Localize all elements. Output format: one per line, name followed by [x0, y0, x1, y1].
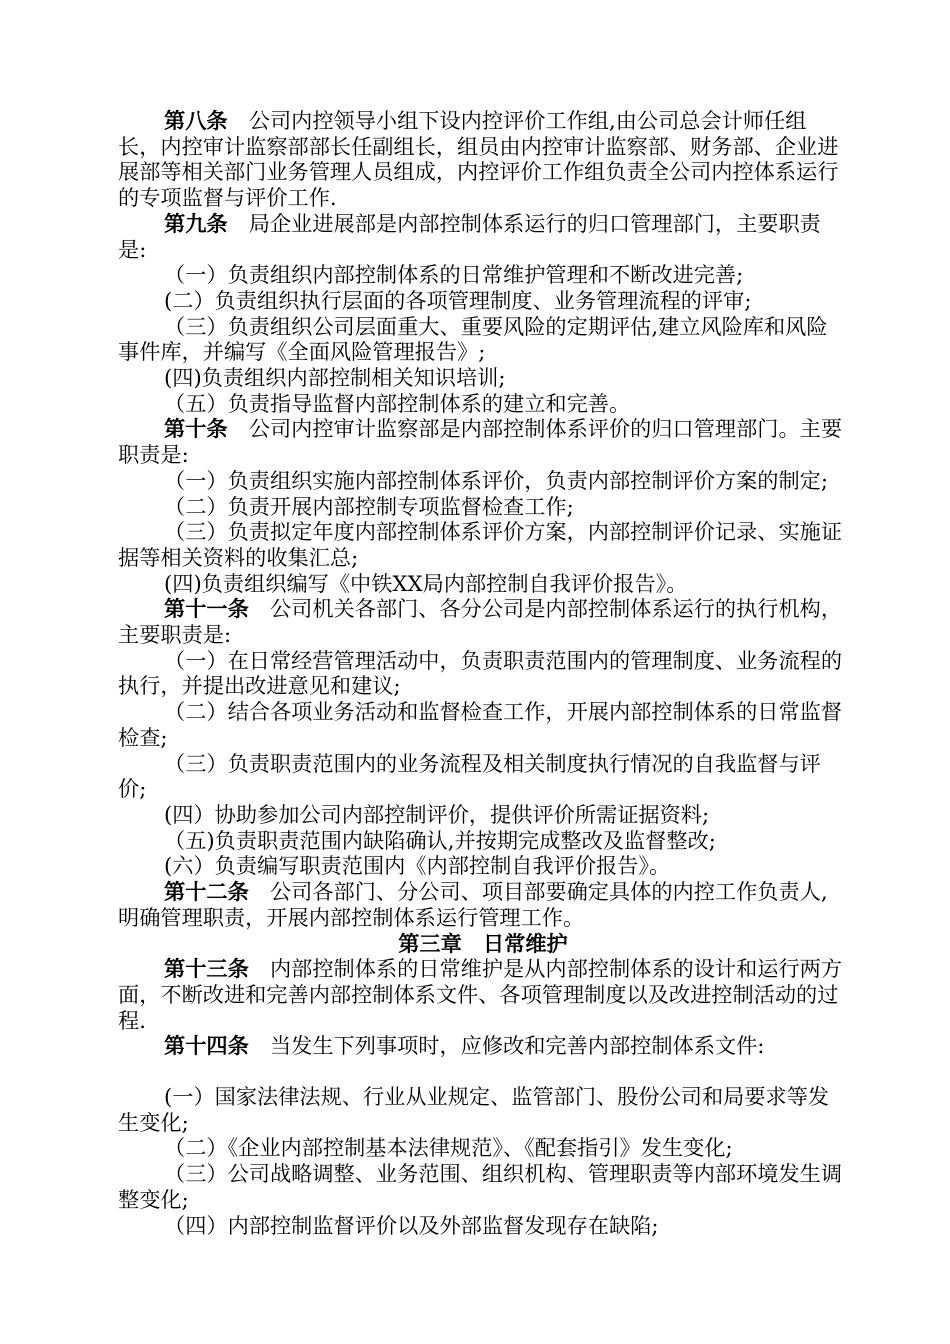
article-number: 第八条 — [164, 108, 228, 133]
paragraph-text: （五）负责指导监督内部控制体系的建立和完善。 — [164, 390, 631, 416]
list-item — [118, 1084, 848, 1135]
article-number: 第九条 — [164, 210, 228, 236]
list-item — [118, 1213, 848, 1239]
paragraph-text: （一）负责组织实施内部控制体系评价，负责内部控制评价方案的制定; — [164, 467, 828, 493]
paragraph-text: (六）负责编写职责范围内《内部控制自我评价报告》。 — [164, 853, 671, 879]
list-item — [118, 1135, 848, 1161]
article-paragraph — [118, 108, 848, 211]
paragraph-text: （一）负责组织内部控制体系的日常维护管理和不断改进完善; — [164, 262, 744, 288]
article-number: 第十条 — [164, 416, 228, 442]
article-paragraph — [118, 879, 848, 930]
article-paragraph — [118, 211, 848, 262]
article-paragraph — [118, 1033, 848, 1059]
article-number: 第十一条 — [164, 596, 249, 622]
paragraph-text: （四）内部控制监督评价以及外部监督发现存在缺陷; — [164, 1212, 659, 1238]
paragraph-text: 内部控制体系的日常维护是从内部控制体系的设计和运行两方面，不断改进和完善内部控制体系文件、各项管理制度以及改进控制活动的过程. — [118, 956, 843, 1033]
list-item — [118, 751, 848, 802]
article-number: 第十四条 — [164, 1033, 249, 1059]
paragraph-text: 公司内控审计监察部是内部控制体系评价的归口管理部门。主要职责是: — [118, 416, 843, 468]
list-item — [118, 699, 848, 750]
list-item — [118, 391, 848, 417]
list-item — [118, 314, 848, 365]
paragraph-text: （三）负责职责范围内的业务流程及相关制度执行情况的自我监督与评价; — [118, 750, 821, 802]
paragraph-text: 公司各部门、分公司、项目部要确定具体的内控工作负责人,明确管理职责，开展内部控制体系运行管理工作。 — [118, 879, 828, 930]
paragraph-text: （一）在日常经营管理活动中，负责职责范围内的管理制度、业务流程的执行，并提出改进意见和建议; — [118, 647, 843, 699]
list-item — [118, 288, 848, 314]
list-item — [118, 571, 848, 597]
paragraph-text: (四)负责组织内部控制相关知识培训; — [164, 365, 506, 391]
list-item — [118, 519, 848, 570]
article-number: 第十二条 — [164, 879, 249, 905]
paragraph-text: （三）负责拟定年度内部控制体系评价方案，内部控制评价记录、实施证据等相关资料的收集汇总; — [118, 519, 843, 570]
paragraph-text: 当发生下列事项时，应修改和完善内部控制体系文件: — [248, 1033, 765, 1059]
article-paragraph — [118, 956, 848, 1033]
list-item — [118, 468, 848, 494]
paragraph-text: （三）负责组织公司层面重大、重要风险的定期评估,建立风险库和风险事件库，并编写《全面风险管理报告》; — [118, 313, 828, 365]
paragraph-text: 局企业进展部是内部控制体系运行的归口管理部门，主要职责是: — [118, 210, 821, 262]
paragraph-text: (一）国家法律法规、行业从业规定、监管部门、股份公司和局要求等发生变化; — [118, 1084, 830, 1135]
list-item — [118, 853, 848, 879]
article-paragraph — [118, 596, 848, 647]
list-item — [118, 648, 848, 699]
blank-line — [118, 1059, 848, 1084]
paragraph-text: （二）结合各项业务活动和监督检查工作，开展内部控制体系的日常监督检查; — [118, 699, 843, 750]
paragraph-text: 公司机关各部门、各分公司是内部控制体系运行的执行机构，主要职责是: — [118, 596, 843, 648]
paragraph-text: 公司内控领导小组下设内控评价工作组,由公司总会计师任组长，内控审计监察部部长任副组长，组员由内控审计监察部、财务部、企业进展部等相关部门业务管理人员组成，内控评价工作组负责全公司内控体系运行的专项监督与评价工作. — [118, 108, 839, 211]
paragraph-text: （三）公司战略调整、业务范围、组织机构、管理职责等内部环境发生调整变化; — [118, 1161, 843, 1212]
list-item — [118, 365, 848, 391]
paragraph-text: （二）负责开展内部控制专项监督检查工作; — [164, 493, 574, 519]
document-page — [118, 108, 848, 1238]
list-item — [118, 1161, 848, 1212]
paragraph-text: (二）负责组织执行层面的各项管理制度、业务管理流程的评审; — [164, 287, 752, 313]
list-item — [118, 494, 848, 520]
paragraph-text: (四）协助参加公司内部控制评价，提供评价所需证据资料; — [164, 801, 710, 827]
list-item — [118, 262, 848, 288]
paragraph-text: （五)负责职责范围内缺陷确认,并按期完成整改及监督整改; — [164, 827, 716, 853]
list-item — [118, 828, 848, 854]
paragraph-text: （二）《企业内部控制基本法律规范》、《配套指引》发生变化; — [164, 1135, 733, 1161]
article-number: 第十三条 — [164, 956, 249, 982]
list-item — [118, 802, 848, 828]
paragraph-text: (四)负责组织编写《中铁XX局内部控制自我评价报告》。 — [164, 570, 688, 596]
article-paragraph — [118, 416, 848, 467]
chapter-heading: 第三章 日常维护 — [398, 930, 568, 956]
